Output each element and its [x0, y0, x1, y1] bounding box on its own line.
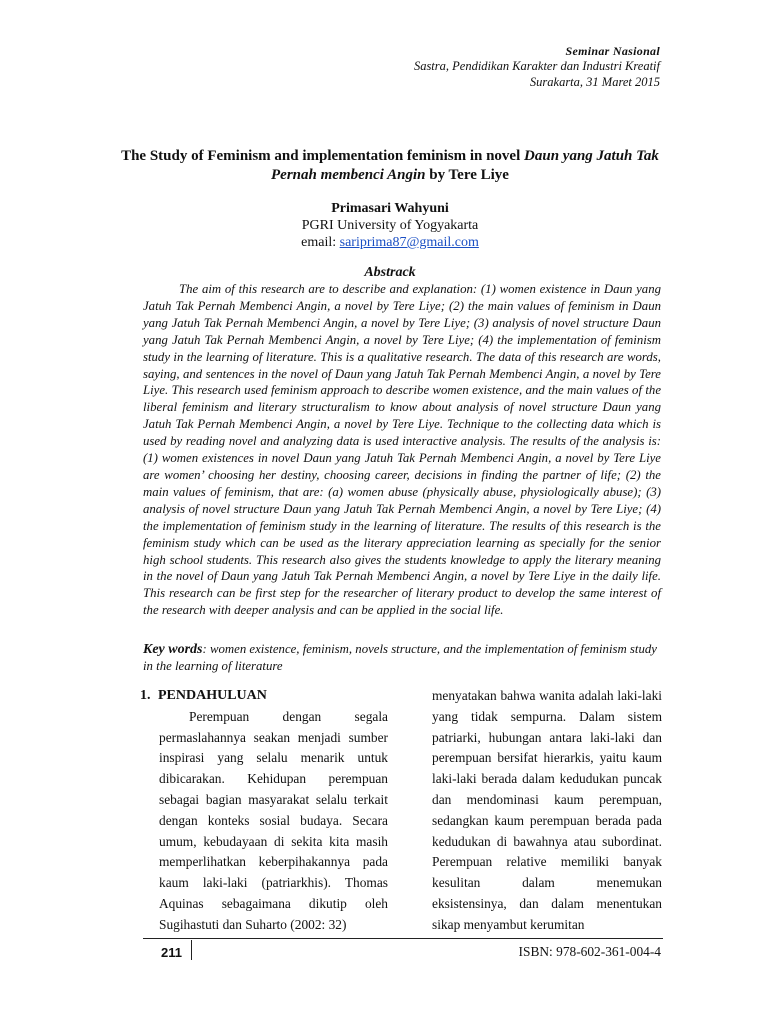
- keywords: [143, 641, 661, 674]
- title-novel-name: Daun yang Jatuh Tak Pernah membenci Angin: [271, 148, 659, 183]
- section-number: 1.: [140, 688, 151, 703]
- keywords-text: : women existence, feminism, novels structure, and the implementation of feminism study in the learning of literature: [143, 642, 657, 674]
- footer-rule: [143, 938, 663, 939]
- header-seminar-title: Seminar Nasional: [565, 44, 660, 58]
- author-affiliation: PGRI University of Yogyakarta: [301, 218, 479, 233]
- left-column: [140, 686, 388, 936]
- abstract-heading: Abstrack: [364, 265, 416, 280]
- left-paragraph: Perempuan dengan segala permaslahannya seakan menjadi sumber inspirasi yang selalu menarik untuk dibicarakan. Kehidupan perempuan sebagai bagian masyarakat selalu terkait dengan konteks sosial budaya. Secara umum, kebudayaan di sekita kita masih memperlihatkan keberpihakannya pada kaum laki-laki (patriarkhis). Thomas Aquinas sebagaimana dikutip oleh Sugihastuti dan Suharto (2002: 32): [159, 708, 388, 932]
- author-name: Primasari Wahyuni: [331, 201, 449, 216]
- author-email-line: [110, 234, 670, 251]
- email-link[interactable]: sariprima87@gmail.com: [339, 235, 479, 250]
- email-label: email:: [301, 235, 340, 250]
- title-part1: The Study of Feminism and implementation feminism in novel: [121, 148, 525, 164]
- paper-title: [110, 147, 670, 185]
- author-block: [110, 200, 670, 251]
- page-number-divider: [191, 940, 192, 960]
- running-header: [260, 44, 660, 90]
- keywords-label: Key words: [143, 642, 203, 657]
- isbn: ISBN: 978-602-361-004-4: [518, 944, 661, 959]
- page-number: 211: [161, 945, 182, 960]
- abstract-body: The aim of this research are to describe and explanation: (1) women existence in Daun yang Jatuh Tak Pernah Membenci Angin, a novel by Tere Liye; (2) the main values of feminism in Daun yang Jatuh Tak Pernah Membenci Angin, a novel by Tere Liye; (3) analysis of novel structure Daun yang Jatuh Tak Pernah Membenci Angin, a novel by Tere Liye; (4) the implementation of feminism study in the learning of literature. This is a qualitative research. The data of this research are words, saying, and sentences in the novel of Daun yang Jatuh Tak Pernah Membenci Angin, a novel by Tere Liye. This research used feminism approach to describe women existence, and the main values of the liberal feminism and literary structuralism to know about analysis of novel structure Daun yang Jatuh Tak Pernah Membenci Angin, a novel by Tere Liye. Technique to the collecting data which is used by reading novel and analyzing data is used interactive analysis. The results of the analysis is: (1) women existences in novel Daun yang Jatuh Tak Pernah Membenci Angin, a novel by Tere Liye are women’ choosing her destiny, choosing career, decisions in finding the partner of life; (2) the main values of feminism, that are: (a) women abuse (physically abuse, physiologically abuse); (3) analysis of novel structure Daun yang Jatuh Tak Pernah Membenci Angin, a novel by Tere Liye; (4) the implementation of feminism study in the learning of literature. The results of this research is the feminism study which can be used as the literary appreciation learning as specially for the senior high school students. This research also gives the students knowledge to apply the literary meaning in the novel of Daun yang Jatuh Tak Pernah Membenci Angin, a novel by Tere Liye in the daily life. This research can be first step for the researcher of literary product to develop the same interest of the research with deeper analysis and can be applied in the social life.: [143, 282, 661, 618]
- title-part2: by Tere Liye: [425, 167, 509, 183]
- header-place-date: Surakarta, 31 Maret 2015: [529, 74, 660, 89]
- header-theme: Sastra, Pendidikan Karakter dan Industri Kreatif: [413, 59, 660, 73]
- section-heading: [140, 686, 388, 707]
- right-column: menyatakan bahwa wanita adalah laki-laki yang tidak sempurna. Dalam sistem patriarki, hubungan antara laki-laki dan perempuan bersifat hierarkis, yaitu kaum laki-laki berada dalam kedudukan puncak dan mendominasi kaum perempuan, sedangkan kaum perempuan berada pada kedudukan di bawahnya atau subordinat. Perempuan relative memiliki banyak kesulitan dalam menemukan eksistensinya, dan dalam menentukan sikap menyambut kerumitan: [432, 688, 662, 932]
- section-title: PENDAHULUAN: [158, 688, 267, 703]
